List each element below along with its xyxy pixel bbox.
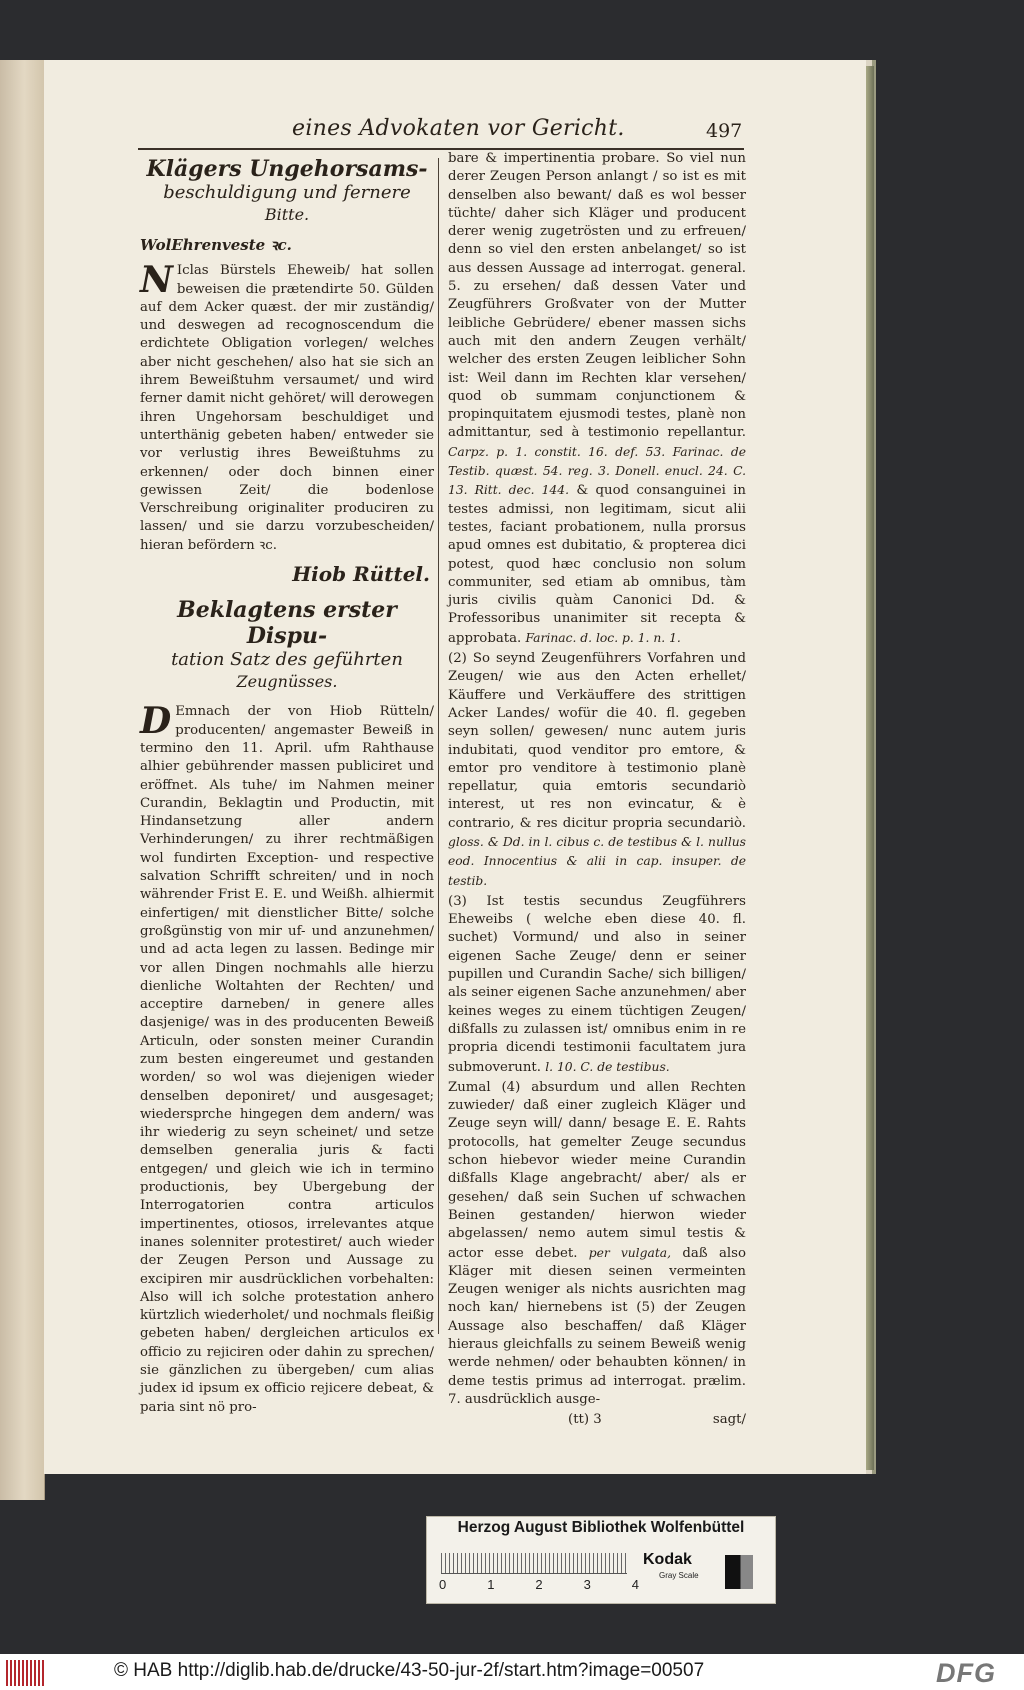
- ruler-numbers: [439, 1577, 639, 1592]
- previous-page-edge: [0, 60, 45, 1500]
- dfg-logo: DFG: [936, 1658, 996, 1688]
- ruler-number: 4: [631, 1577, 639, 1592]
- section-title-line: tation Satz des geführten: [171, 649, 403, 671]
- section-title-line: Bitte.: [264, 205, 310, 224]
- paragraph-text: (2) So seynd Zeugenführers Vorfahren und Zeugen/ wie aus den Acten erhellet/ Käuffere und Verkäuffere des strittigen Acker Landes/ wofür die 40. fl. gegeben seyn sollen/ gewesen/ nunc autem juris indubitati, quod venditor pro emtore, & emtor pro venditore à testimonio planè repellatur, quia emtoris secundariò interest, ut res non evincatur, & è contrario, & res dicitur propria secundariò.: [448, 651, 746, 831]
- paragraph-text: Zumal (4) absurdum und allen Rechten zuwieder/ daß einer zugleich Kläger und Zeuge seyn will/ dann/ besage E. E. Rahts protocolls, hat gemelter Zeuge secundus schon hiebevor wieder meine Curandin dißfalls Klage angebracht/ aber/ als er gesehen/ daß sein Suchen uf schwachen Beinen gestanden/ hierwon wieder abgelassen/ nemo autem simul testis & actor esse debet.: [448, 1079, 746, 1261]
- citation: Carpz. p. 1. constit. 16. def. 53. Farinac. de Testib. quæst. 54. reg. 3. Donell. enucl. 24. C. 13. Ritt. dec. 144.: [448, 444, 746, 498]
- ruler-number: 0: [439, 1577, 447, 1592]
- column-divider: [438, 158, 439, 1334]
- ruler-number: 3: [583, 1577, 591, 1592]
- scale-title: Herzog August Bibliothek Wolfenbüttel: [457, 1519, 745, 1536]
- catchword: sagt/: [712, 1412, 746, 1428]
- paragraph: [448, 893, 746, 1077]
- copyright-url[interactable]: © HAB http://diglib.hab.de/drucke/43-50-jur-2f/start.htm?image=00507: [114, 1660, 705, 1681]
- right-column: [448, 150, 746, 1428]
- paragraph-text: daß also Kläger mit diesen seinen vermeinten Zeugen weniger als nichts ausrichten mag noch kan/ hiernebens ist (5) der Zeugen Aussage also beschaffen/ daß Kläger hieraus gleichfalls zu seinem Beweiß wenig werde nehmen/ oder behaubten können/ in deme testis primus ad interrogat. prælim. 7. ausdrücklich ausge-: [448, 1245, 746, 1407]
- section-title: Beklagtens erster Dispu-: [177, 597, 397, 650]
- citation: l. 10. C. de testibus.: [545, 1059, 670, 1074]
- gray-swatch: [725, 1555, 753, 1589]
- citation: per vulgata,: [588, 1245, 671, 1260]
- hab-logo-icon: [6, 1660, 46, 1686]
- ruler-ticks: [441, 1553, 627, 1574]
- kodak-gray-scale: [633, 1551, 773, 1595]
- paragraph: [448, 650, 746, 891]
- signature-mark: (tt) 3: [568, 1412, 602, 1428]
- paragraph: [448, 150, 746, 648]
- ruler-number: 1: [487, 1577, 495, 1592]
- left-column: [140, 156, 434, 1415]
- kodak-logo: Kodak: [643, 1551, 692, 1568]
- salutation: WolEhrenveste ꝛc.: [140, 236, 292, 254]
- paragraph-text: & quod consanguinei in testes admissi, non legitimam, sicut alii testes, faciant probationem, nulla prorsus apud omnes est dubitatio, & propterea dici potest, quod hæc conclusio non solum communiter, sed etiam ab omnibus, tàm juris civilis quàm Canonici Dd. & Professoribus unanimiter sit recepta & approbata.: [448, 483, 746, 646]
- paragraph-text: bare & impertinentia probare. So viel nun derer Zeugen Person anlangt / so ist es mit denselben also bewant/ daß es wol besser tüchte/ daher sich Kläger und producent derer wenig zugetrösten und zu erfreuen/ denn so viel den ersten anbelanget/ so ist aus dessen Aussage ad interrogat. general. 5. zu ersehen/ daß dessen Vater und Zeugführers Großvater von der Mutter leibliche Gebrüdere/ ebener massen sichs auch mit den andern Zeugen verhält/ welcher des ersten Zeugen leiblicher Sohn ist: Weil dann im Rechten klar versehen/ quod ob summam conjunctionem & propinquitatem ejusmodi testes, planè non admittantur, sed à testimonio repellantur.: [448, 151, 746, 441]
- ruler-number: 2: [535, 1577, 543, 1592]
- color-scale-card: [426, 1516, 776, 1604]
- signature: Hiob Rüttel.: [292, 562, 430, 587]
- drop-cap: D: [140, 700, 172, 743]
- page-edge: [866, 66, 874, 1470]
- paragraph: [448, 1079, 746, 1409]
- citation: Farinac. d. loc. p. 1. n. 1.: [525, 630, 681, 645]
- kodak-subtitle: Gray Scale: [659, 1571, 699, 1580]
- section-title-line: Zeugnüsses.: [236, 672, 338, 692]
- paragraph: [140, 700, 434, 1417]
- section-title: Klägers Ungehorsams-: [146, 156, 428, 182]
- citation: gloss. & Dd. in l. cibus c. de testibus & l. nullus eod. Innocentius & alii in cap. insuper. de testib.: [448, 834, 746, 888]
- running-head: eines Advokaten vor Gericht.: [292, 116, 625, 141]
- paragraph-text: Iclas Bürstels Eheweib/ hat sollen beweisen die prætendirte 50. Gülden auf dem Acker quæst. der mir zuständig/ und deswegen ad recognoscendum die erdichtete Obligation vorlegen/ welches aber nicht geschehen/ also hat sie sich an ihrem Beweißtuhm versaumet/ und wird ferner damit nicht gehöret/ will derowegen ihren Ungehorsam beschuldiget und unterthänig gebeten haben/ entweder sie vor verlustig ihres Beweißtuhms zu erkennen/ oder doch binnen einer gewissen Zeit/ die bodenlose Verschreibung originaliter produciren zu lassen/ und sie darzu vorzubescheiden/ hieran befördern ꝛc.: [140, 263, 434, 553]
- paragraph-text: (3) Ist testis secundus Zeugführers Eheweibs ( welche eben diese 40. fl. suchet) Vormund/ und also in seiner eigenen Sache Zeuge/ denn er seiner pupillen und Curandin Sache/ sich billigen/ als seiner eigenen Sache anzunehmen/ aber keines weges zu einem tüchtigen Zeugen/ dißfalls zu zulassen ist/ omnibus enim in re propria dicendi testimonii facultatem jura submoverunt.: [448, 893, 746, 1075]
- paragraph: [140, 259, 434, 555]
- catchword-line: [448, 1411, 746, 1429]
- drop-cap: N: [140, 259, 173, 302]
- section-title-line: beschuldigung und fernere: [163, 182, 411, 203]
- footer-bar: [0, 1654, 1024, 1690]
- paragraph-text: Emnach der von Hiob Rütteln/ producenten/ angemaster Beweiß in termino den 11. April. ufm Rahthause alhier gebührender massen publiciret und eröffnet. Als tuhe/ im Nahmen meiner Curandin, Beklagtin und Productin, mit Hindansetzung aller andern Verhinderungen/ zu ihrer rechtmäßigen wol fundirten Exception- und respective salvation Schrifft schreiten/ und in noch währender Frist E. E. und Weißh. alhiermit einfertigen/ mit dienstlicher Bitte/ solche großgünstig von mir uf- und anzunehmen/ und ad acta legen zu lassen. Bedinge mir vor allen Dingen nochmahls alle hierzu dienliche Woltahten der Rechten/ und acceptire darneben/ in genere alles dasjenige/ was in des producenten Beweiß Articuln, oder sonsten meiner Curandin zum besten eingereumet und gestanden worden/ so wol was diejenigen wieder denselben deponiret/ und ausgesaget; wiedersprche hingegen dem andern/ was ihr wiederig zu seyn scheinet/ und setze demselben generalia juris & facti entgegen/ und gleich wie ich in termino productionis, bey Ubergebung der Interrogatorien contra articulos impertinentes, otiosos, irrelevantes atque inanes solenniter protestiret/ auch wieder der Zeugen Person und Aussage zu excipiren mir ausdrücklichen vorbehalten: Also will ich solche protestation anhero kürtzlich wiederholet/ und nochmals fleißig gebeten haben/ dergleichen articulos ex officio zu rejiciren oder dahin zu sprechen/ sie gänzlichen zu übergeben/ cum alias judex id ipsum ex officio rejicere debeat, & paria sint nö pro-: [140, 704, 434, 1415]
- page-number: 497: [706, 120, 743, 142]
